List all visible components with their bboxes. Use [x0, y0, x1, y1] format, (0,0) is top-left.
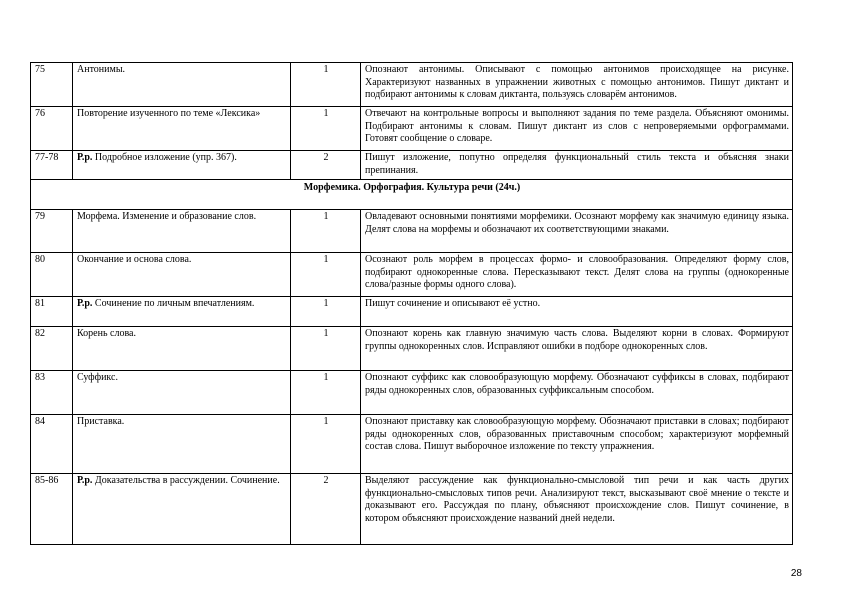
student-activities: Отвечают на контрольные вопросы и выполняют задания по теме раздела. Объясняют омонимы. Подбирают антонимы к словам. Пишут диктант из слов с непроверяемыми орфограммами. Готовят сообщение о словаре. — [361, 107, 793, 151]
lesson-hours: 1 — [291, 415, 361, 474]
lesson-topic — [73, 415, 291, 474]
lesson-topic — [73, 63, 291, 107]
section-title: Морфемика. Орфография. Культура речи (24ч.) — [31, 180, 793, 210]
table-row — [31, 63, 793, 107]
lesson-topic — [73, 210, 291, 253]
lesson-hours: 1 — [291, 371, 361, 415]
lesson-topic-text: Подробное изложение (упр. 367). — [92, 152, 237, 163]
page-number: 28 — [790, 568, 802, 579]
lesson-number: 85-86 — [31, 474, 73, 545]
lesson-hours: 1 — [291, 253, 361, 297]
student-activities: Овладевают основными понятиями морфемики. Осознают морфему как значимую единицу языка. Делят слова на морфемы и обозначают их соответствующими знаками. — [361, 210, 793, 253]
table-row — [31, 210, 793, 253]
lesson-hours: 1 — [291, 63, 361, 107]
lesson-number: 79 — [31, 210, 73, 253]
student-activities: Выделяют рассуждение как функционально-смысловой тип речи и как часть других функционально-смысловых типов речи. Анализируют текст, высказывают своё мнение о тексте и доказывают его. Рассуждая по плану, объясняют происхождение слов. Пишут сочинение, в котором объясняют происхождение названий дней недели. — [361, 474, 793, 545]
lesson-topic — [73, 327, 291, 371]
speech-development-tag: Р.р. — [77, 298, 93, 309]
student-activities: Пишут сочинение и описывают её устно. — [361, 297, 793, 327]
speech-development-tag: Р.р. — [77, 152, 93, 163]
lesson-topic-text: Окончание и основа слова. — [77, 254, 192, 265]
table-row — [31, 151, 793, 180]
table-row — [31, 107, 793, 151]
table-row — [31, 327, 793, 371]
student-activities: Опознают приставку как словообразующую морфему. Обозначают приставки в словах; подбирают ряды однокоренных слов, образованных приставочным способом; характеризуют морфемный состав слова. Пишут выборочное изложение по тексту упражнения. — [361, 415, 793, 474]
student-activities: Опознают антонимы. Описывают с помощью антонимов происходящее на рисунке. Характеризуют названных в упражнении животных с помощью антонимов. Пишут диктант и подбирают антонимы к словам диктанта, пользуясь словарём антонимов. — [361, 63, 793, 107]
lesson-number: 83 — [31, 371, 73, 415]
table-row — [31, 474, 793, 545]
student-activities: Пишут изложение, попутно определяя функциональный стиль текста и объясняя знаки препинания. — [361, 151, 793, 180]
lesson-topic — [73, 371, 291, 415]
lesson-hours: 2 — [291, 474, 361, 545]
lesson-number: 82 — [31, 327, 73, 371]
lesson-hours: 1 — [291, 107, 361, 151]
lesson-topic-text: Сочинение по личным впечатлениям. — [92, 298, 255, 309]
lesson-topic-text: Корень слова. — [77, 328, 136, 339]
student-activities: Опознают суффикс как словообразующую морфему. Обозначают суффиксы в словах, подбирают ряды однокоренных слов, образованных суффиксальным способом. — [361, 371, 793, 415]
lesson-number: 75 — [31, 63, 73, 107]
table-row — [31, 415, 793, 474]
lesson-topic — [73, 253, 291, 297]
lesson-topic — [73, 297, 291, 327]
lesson-topic-text: Доказательства в рассуждении. Сочинение. — [92, 475, 280, 486]
lesson-hours: 2 — [291, 151, 361, 180]
lesson-topic-text: Суффикс. — [77, 372, 118, 383]
lesson-topic-text: Повторение изученного по теме «Лексика» — [77, 108, 261, 119]
lesson-topic — [73, 107, 291, 151]
lesson-hours: 1 — [291, 210, 361, 253]
lesson-hours: 1 — [291, 327, 361, 371]
table-row — [31, 253, 793, 297]
table-row — [31, 297, 793, 327]
lesson-topic-text: Приставка. — [77, 416, 125, 427]
lesson-number: 81 — [31, 297, 73, 327]
lesson-number: 76 — [31, 107, 73, 151]
student-activities: Опознают корень как главную значимую часть слова. Выделяют корни в словах. Формируют группы однокоренных слов. Исправляют ошибки в подборе однокоренных слов. — [361, 327, 793, 371]
lesson-number: 84 — [31, 415, 73, 474]
section-header-row — [31, 180, 793, 210]
lesson-topic-text: Антонимы. — [77, 64, 126, 75]
lesson-topic — [73, 474, 291, 545]
lesson-topic — [73, 151, 291, 180]
lesson-plan-table — [30, 62, 793, 545]
lesson-plan-body — [31, 63, 793, 545]
lesson-topic-text: Морфема. Изменение и образование слов. — [77, 211, 257, 222]
lesson-hours: 1 — [291, 297, 361, 327]
lesson-number: 77-78 — [31, 151, 73, 180]
table-row — [31, 371, 793, 415]
speech-development-tag: Р.р. — [77, 475, 93, 486]
student-activities: Осознают роль морфем в процессах формо- и словообразования. Определяют форму слов, подбирают однокоренные слова. Пересказывают текст. Делят слова на группы (однокоренные слова/разные формы одного слова). — [361, 253, 793, 297]
lesson-number: 80 — [31, 253, 73, 297]
